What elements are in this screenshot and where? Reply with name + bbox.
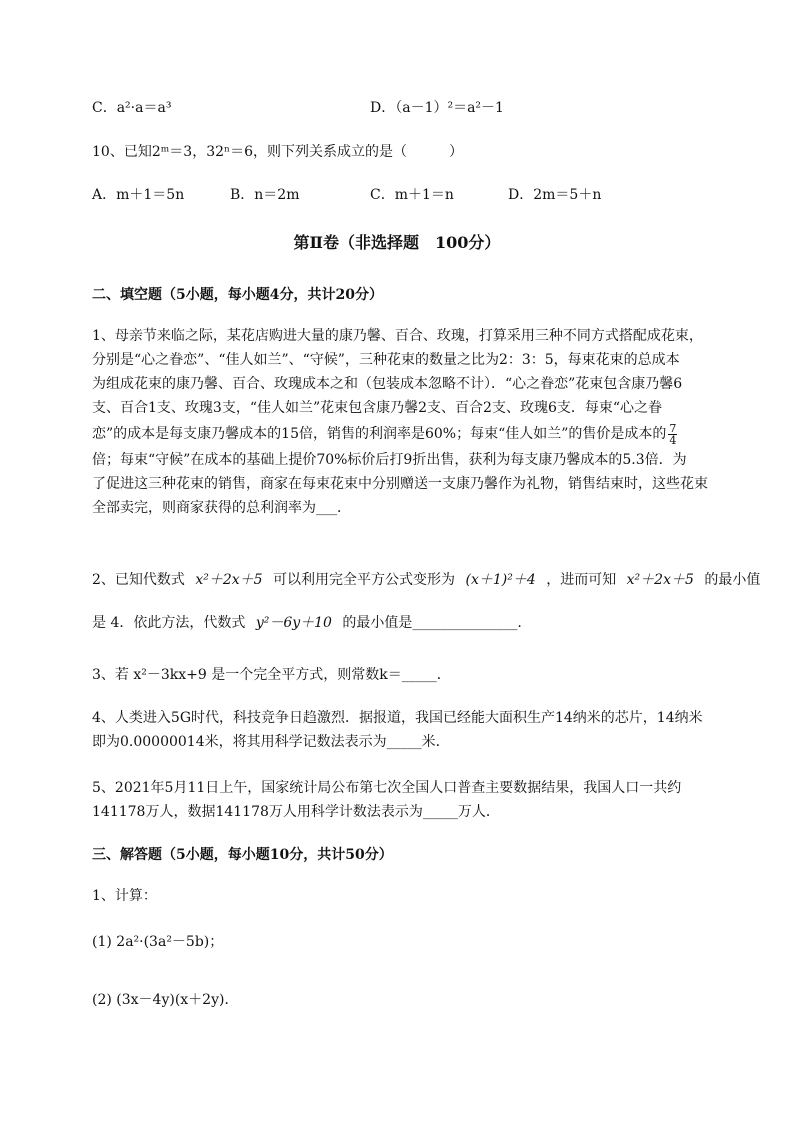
- solve-q1: 1、计算：: [92, 888, 157, 904]
- section3-heading: 三、解答题（5小题，每小题10分，共计50分）: [92, 847, 393, 863]
- fill-q4: [92, 706, 752, 754]
- fill-q1-line: [92, 420, 752, 448]
- fill-q5-line: 5、2021年5月11日上午，国家统计局公布第七次全国人口普查主要数据结果，我国人口一共约: [92, 780, 682, 796]
- q9-option-c: C．a²·a＝a³: [92, 100, 172, 116]
- fill-q3: 3、若 x²－3kx+9 是一个完全平方式，则常数k＝_____．: [92, 667, 451, 683]
- solve-q1-part1: (1) 2a²·(3a²－5b)；: [92, 934, 224, 950]
- q10-stem: 10、已知2ᵐ＝3，32ⁿ＝6，则下列关系成立的是（ ）: [92, 144, 463, 160]
- q10-option-b: B．n＝2m: [230, 187, 300, 203]
- fill-q4-line: 即为0.00000014米，将其用科学记数法表示为_____米．: [92, 734, 450, 750]
- fill-q1-line: 为组成花束的康乃馨、百合、玫瑰成本之和（包装成本忽略不计）．“心之眷恋”花束包含康乃馨6: [92, 376, 683, 392]
- fill-q2-text: ，进而可知: [546, 572, 617, 588]
- q9-option-d: D．（a－1）²＝a²－1: [370, 100, 504, 116]
- fill-q1-line: 支、百合1支、玫瑰3支，“佳人如兰”花束包含康乃馨2支、百合2支、玫瑰6支．每束“心之眷: [92, 400, 663, 416]
- fraction: [668, 423, 677, 446]
- q10-option-d: D．2m＝5＋n: [508, 187, 602, 203]
- fill-q2-line2: [92, 613, 522, 633]
- fill-q5-line: 141178万人，数据141178万人用科学计数法表示为_____万人．: [92, 804, 500, 820]
- fill-q2-text: 是 4．依此方法，代数式: [92, 615, 246, 631]
- fill-q5: [92, 776, 752, 824]
- fill-q2-text: 的最小值: [704, 572, 761, 588]
- fill-q4-line: 4、人类进入5G时代，科技竞争日趋激烈．据报道，我国已经能大面积生产14纳米的芯片，14纳米: [92, 710, 703, 726]
- fill-q1-line: 倍；每束“守候”在成本的基础上提价70%标价后打9折出售，获利为每支康乃馨成本的5.3倍．为: [92, 452, 687, 468]
- solve-q1-part2: (2) (3x－4y)(x＋2y)．: [92, 992, 239, 1008]
- math-expression: (x＋1)²＋4: [465, 572, 536, 588]
- fill-q1-line: 分别是“心之眷恋”、“佳人如兰”、“守候”，三种花束的数量之比为2：3：5，每束花束的总成本: [92, 352, 680, 368]
- q10-option-c: C．m＋1＝n: [370, 187, 454, 203]
- fill-q2-text: 的最小值是_______________.: [342, 615, 522, 631]
- q10-option-a: A．m＋1＝5n: [92, 187, 185, 203]
- math-expression: x²＋2x＋5: [195, 572, 263, 588]
- fill-q1-text: 恋”的成本是每支康乃馨成本的15倍，销售的利润率是60%；每束“佳人如兰”的售价是成本的: [92, 426, 667, 442]
- math-expression: y²－6y＋10: [255, 615, 332, 631]
- fill-q1: [92, 324, 752, 520]
- math-expression: x²＋2x＋5: [626, 572, 694, 588]
- section2-heading: 二、填空题（5小题，每小题4分，共计20分）: [92, 287, 383, 303]
- fill-q2-text: 2、已知代数式: [92, 572, 185, 588]
- part2-title: 第Ⅱ卷（非选择题 100分）: [293, 233, 501, 252]
- fill-q1-line: 全部卖完，则商家获得的总利润率为___．: [92, 500, 351, 516]
- fill-q1-line: 1、母亲节来临之际，某花店购进大量的康乃馨、百合、玫瑰，打算采用三种不同方式搭配成花束，: [92, 328, 703, 344]
- fraction-denominator: 4: [669, 433, 677, 447]
- fill-q1-line: 了促进这三种花束的销售，商家在每束花束中分别赠送一支康乃馨作为礼物，销售结束时，这些花束: [92, 476, 708, 492]
- fill-q2-text: 可以利用完全平方公式变形为: [273, 572, 456, 588]
- fill-q2-line1: [92, 570, 760, 590]
- fraction-numerator: 7: [669, 421, 677, 435]
